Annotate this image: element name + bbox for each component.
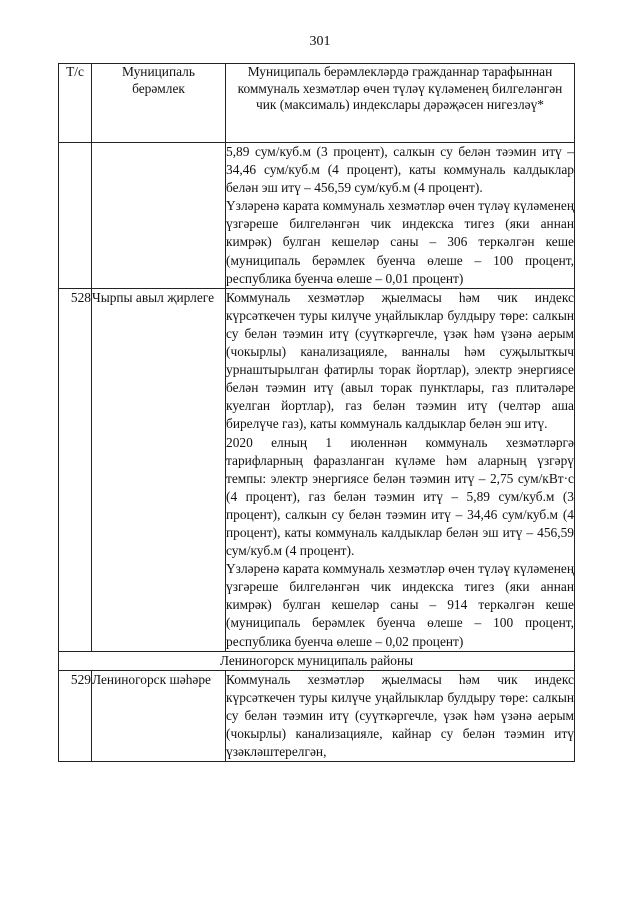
row-528-paragraph-3: Үзләренә карата коммуналь хезмәтләр өчен түләү күләменең үзгәреше билгеләнгән чик индекска тигез (яки аннан кимрәк) булган кешеләр саны – 914 теркәлгән кеше (муниципаль берәмлек буенча өлеше – 100 процент, республика буенча өлеше – 0,02 процент) — [226, 561, 574, 649]
continuation-name-cell — [92, 143, 226, 289]
page-number: 301 — [309, 34, 331, 49]
continuation-paragraph-1: 5,89 сум/куб.м (3 процент), салкын су белән тәэмин итү – 34,46 сум/куб.м (4 процент), каты коммуналь калдыклар белән эш итү – 456,59 сум/куб.м (4 процент). — [226, 144, 574, 196]
row-528-text-cell — [226, 288, 575, 651]
header-number: Т/с — [59, 64, 92, 143]
table-row-528 — [59, 288, 575, 651]
municipality-table — [58, 63, 575, 762]
row-528-number: 528 — [59, 288, 92, 651]
table-header-row — [59, 64, 575, 143]
table-row-529 — [59, 670, 575, 761]
header-municipality — [92, 64, 226, 143]
continuation-row — [59, 143, 575, 289]
header-municipality-text: Муниципаль берәмлек — [122, 64, 195, 96]
row-529-paragraph-1: Коммуналь хезмәтләр җыелмасы һәм чик индекс күрсәткечен туры килүче уңайлыклар булдыру төре: салкын су белән тәэмин итү (суүткәргечле, үзәк һәм үзәнә аерым (чокырлы) канализацияле, кайнар су белән тәэмин итү үзәкләштерелгән, — [226, 671, 574, 760]
row-529-number: 529 — [59, 670, 92, 761]
header-description: Муниципаль берәмлекләрдә гражданнар тарафыннан коммуналь хезмәтләр өчен түләү күләменең билгеләнгән чик (максималь) индекслары дәрәҗәсен нигезләү* — [226, 64, 575, 143]
continuation-num-cell — [59, 143, 92, 289]
row-529-text-cell — [226, 670, 575, 761]
row-528-paragraph-1: Коммуналь хезмәтләр җыелмасы һәм чик индекс күрсәткечен туры килүче уңайлыклар булдыру төре: салкын су белән тәэмин итү (суүткәргечле, үзәк һәм үзәнә аерым (чокырлы) канализацияле, ванналы һәм суҗылыткыч урнаштырылган фатирлы торак йортлар), электр энергиясе белән тәэмин итү (авыл торак пунктлары, газ плитәләре куелган йортлар), газ белән тәэмин итү (челтәр аша бирелүче газ), каты коммуналь калдыклар белән эш итү. — [226, 289, 574, 432]
row-528-paragraph-2: 2020 елның 1 июленнән коммуналь хезмәтләргә тарифларның фаразланган күләме һәм аларның үзгәрү темпы: электр энергиясе белән тәэмин итү – 2,75 сум/кВт·с (4 процент), газ белән тәэмин итү – 5,89 сум/куб.м (3 процент), салкын су белән тәэмин итү – 34,46 сум/куб.м (4 процент), каты коммуналь калдыклар белән эш итү – 456,59 сум/куб.м (4 процент). — [226, 434, 574, 559]
district-row — [59, 651, 575, 670]
continuation-paragraph-2: Үзләренә карата коммуналь хезмәтләр өчен түләү күләменең үзгәреше билгеләнгән чик индекска тигез (яки аннан кимрәк) булган кешеләр саны – 306 теркәлгән кеше (муниципаль берәмлек буенча өлеше – 100 процент, республика буенча өлеше – 0,01 процент) — [226, 198, 574, 286]
district-heading: Лениногорск муниципаль районы — [59, 651, 575, 670]
row-529-municipality: Лениногорск шәһәре — [92, 670, 226, 761]
row-528-municipality: Чырпы авыл җирлеге — [92, 288, 226, 651]
continuation-text-cell — [226, 143, 575, 289]
